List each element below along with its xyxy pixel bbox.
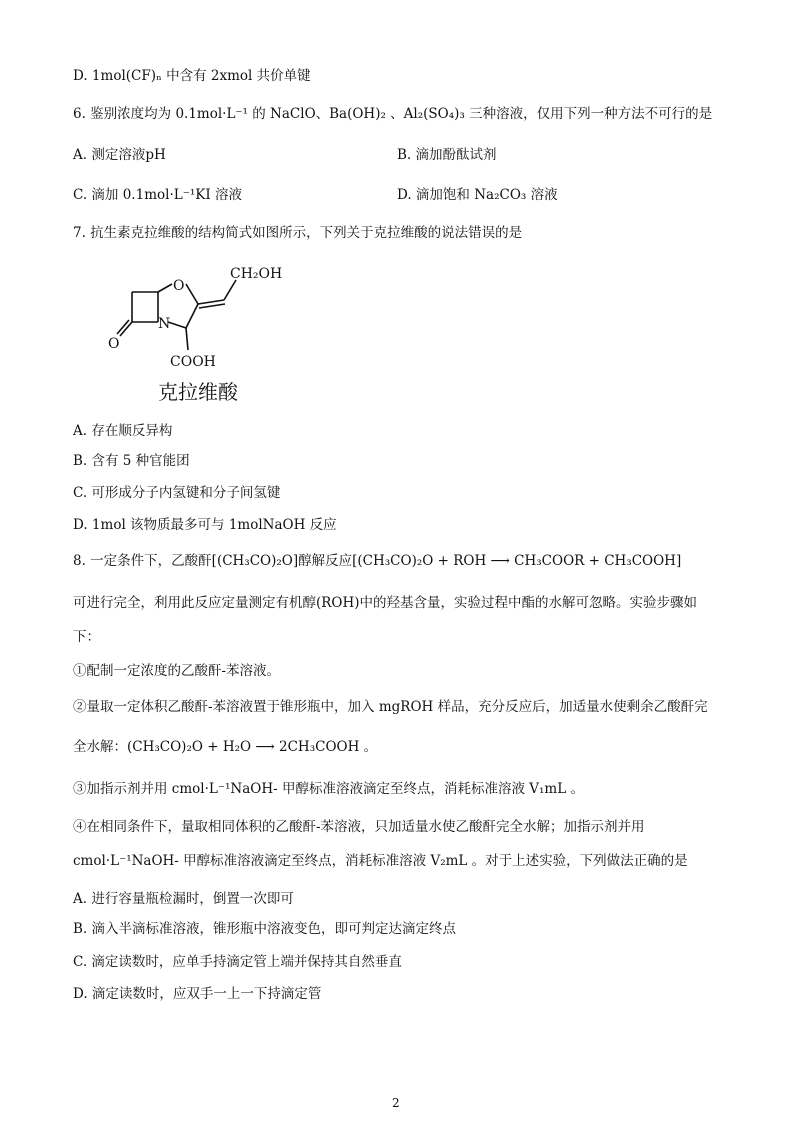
q8-step-4a: ④在相同条件下，量取相同体积的乙酸酐-苯溶液，只加适量水使乙酸酐完全水解；加指示剂并用 [73,819,645,835]
q8-stem-3: 下： [73,629,100,645]
q7-option-a: A. 存在顺反异构 [73,423,173,439]
q8-step-1: ①配制一定浓度的乙酸酐-苯溶液。 [73,663,281,679]
q8-step-4b: cmol·L⁻¹NaOH- 甲醇标准溶液滴定至终点，消耗标准溶液 V₂mL 。对于上述实验，下列做法正确的是 [73,853,688,869]
label-ring-o: O [173,278,185,294]
q8-step-2a: ②量取一定体积乙酸酐-苯溶液置于锥形瓶中，加入 mgROH 样品，充分反应后，加适量水使剩余乙酸酐完 [73,699,708,715]
q8-stem-2: 可进行完全，利用此反应定量测定有机醇(ROH)中的羟基含量，实验过程中酯的水解可忽略。实验步骤如 [73,595,698,611]
q6-option-d: D. 滴加饱和 Na₂CO₃ 溶液 [397,187,558,203]
q6-option-c: C. 滴加 0.1mol·L⁻¹KI 溶液 [73,187,242,203]
q7-option-c: C. 可形成分子内氢键和分子间氢键 [73,485,281,501]
label-cooh: COOH [170,354,216,370]
page-number: 2 [392,1096,400,1110]
label-ch2oh: CH₂OH [230,266,283,282]
structure-name: 克拉维酸 [158,380,238,404]
q8-step-3: ③加指示剂并用 cmol·L⁻¹NaOH- 甲醇标准溶液滴定至终点，消耗标准溶液 V₁mL 。 [73,781,584,797]
q6-stem: 6. 鉴别浓度均为 0.1mol·L⁻¹ 的 NaClO、Ba(OH)₂ 、Al₂(SO₄)₃ 三种溶液，仅用下列一种方法不可行的是 [73,106,713,122]
q8-option-b: B. 滴入半滴标准溶液，锥形瓶中溶液变色，即可判定达滴定终点 [73,921,457,937]
q6-option-b: B. 滴加酚酞试剂 [397,147,497,163]
q7-option-b: B. 含有 5 种官能团 [73,453,190,469]
q5-option-d: D. 1mol(CF)ₙ 中含有 2xmol 共价单键 [73,68,311,84]
label-n: N [158,316,171,332]
q8-step-2b: 全水解：(CH₃CO)₂O + H₂O ⟶ 2CH₃COOH 。 [73,739,378,755]
q8-option-c: C. 滴定读数时，应单手持滴定管上端并保持其自然垂直 [73,954,402,970]
label-carbonyl-o: O [108,336,120,352]
q8-stem-1: 8. 一定条件下，乙酸酐[(CH₃CO)₂O]醇解反应[(CH₃CO)₂O + ROH ⟶ CH₃COOR + CH₃COOH] [73,553,682,569]
q6-option-a: A. 测定溶液pH [73,147,166,163]
q8-option-d: D. 滴定读数时，应双手一上一下持滴定管 [73,986,322,1002]
q8-option-a: A. 进行容量瓶检漏时，倒置一次即可 [73,891,294,907]
q7-stem: 7. 抗生素克拉维酸的结构简式如图所示，下列关于克拉维酸的说法错误的是 [73,225,523,241]
q7-option-d: D. 1mol 该物质最多可与 1molNaOH 反应 [73,517,337,533]
